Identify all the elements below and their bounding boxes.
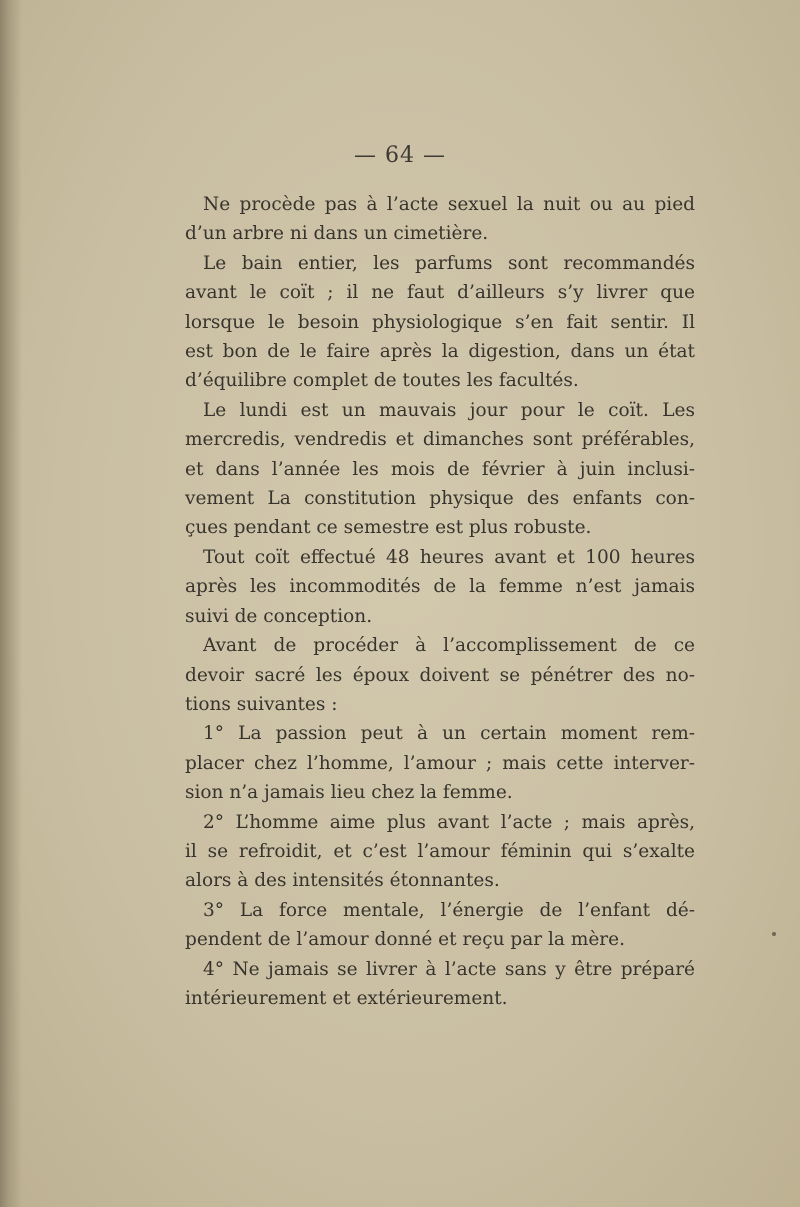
text-line: est bon de le faire après la digestion, dans un état: [185, 341, 695, 363]
ink-speck: [772, 932, 776, 936]
text-line: suivi de conception.: [185, 605, 373, 627]
page-number: — 64 —: [354, 143, 446, 168]
text-line: 3° La force mentale, l’énergie de l’enfant dé-: [203, 899, 695, 921]
text-line: d’équilibre complet de toutes les facultés.: [185, 370, 579, 392]
text-line: Le lundi est un mauvais jour pour le coït. Les: [203, 399, 695, 421]
text-line: pendent de l’amour donné et reçu par la mère.: [185, 929, 625, 951]
text-line: 4° Ne jamais se livrer à l’acte sans y être préparé: [203, 958, 695, 980]
text-line: Avant de procéder à l’accomplissement de ce: [203, 635, 695, 657]
text-line: tions suivantes :: [185, 693, 338, 715]
page-binding-edge: [0, 0, 22, 1207]
text-line: lorsque le besoin physiologique s’en fait sentir. Il: [185, 311, 695, 333]
text-line: 2° L’homme aime plus avant l’acte ; mais après,: [203, 811, 695, 833]
text-line: vement La constitution physique des enfants con-: [185, 488, 695, 510]
text-line: et dans l’année les mois de février à juin inclusi-: [185, 458, 695, 480]
body-text: [185, 190, 695, 1013]
text-line: intérieurement et extérieurement.: [185, 987, 508, 1009]
text-line: 1° La passion peut à un certain moment rem-: [203, 723, 695, 745]
text-line: çues pendant ce semestre est plus robuste.: [185, 517, 592, 539]
text-line: il se refroidit, et c’est l’amour féminin qui s’exalte: [185, 840, 695, 862]
text-line: Tout coït effectué 48 heures avant et 100 heures: [203, 546, 695, 568]
text-line: avant le coït ; il ne faut d’ailleurs s’y livrer que: [185, 282, 695, 304]
text-line: placer chez l’homme, l’amour ; mais cette interver-: [185, 752, 695, 774]
text-line: après les incommodités de la femme n’est jamais: [185, 576, 695, 598]
text-line: Le bain entier, les parfums sont recommandés: [203, 252, 695, 274]
text-line: mercredis, vendredis et dimanches sont préférables,: [185, 429, 695, 451]
text-line: alors à des intensités étonnantes.: [185, 870, 500, 892]
text-line: d’un arbre ni dans un cimetière.: [185, 223, 489, 245]
text-line: devoir sacré les époux doivent se pénétrer des no-: [185, 664, 695, 686]
text-line: Ne procède pas à l’acte sexuel la nuit ou au pied: [203, 194, 695, 215]
text-line: sion n’a jamais lieu chez la femme.: [185, 782, 513, 804]
